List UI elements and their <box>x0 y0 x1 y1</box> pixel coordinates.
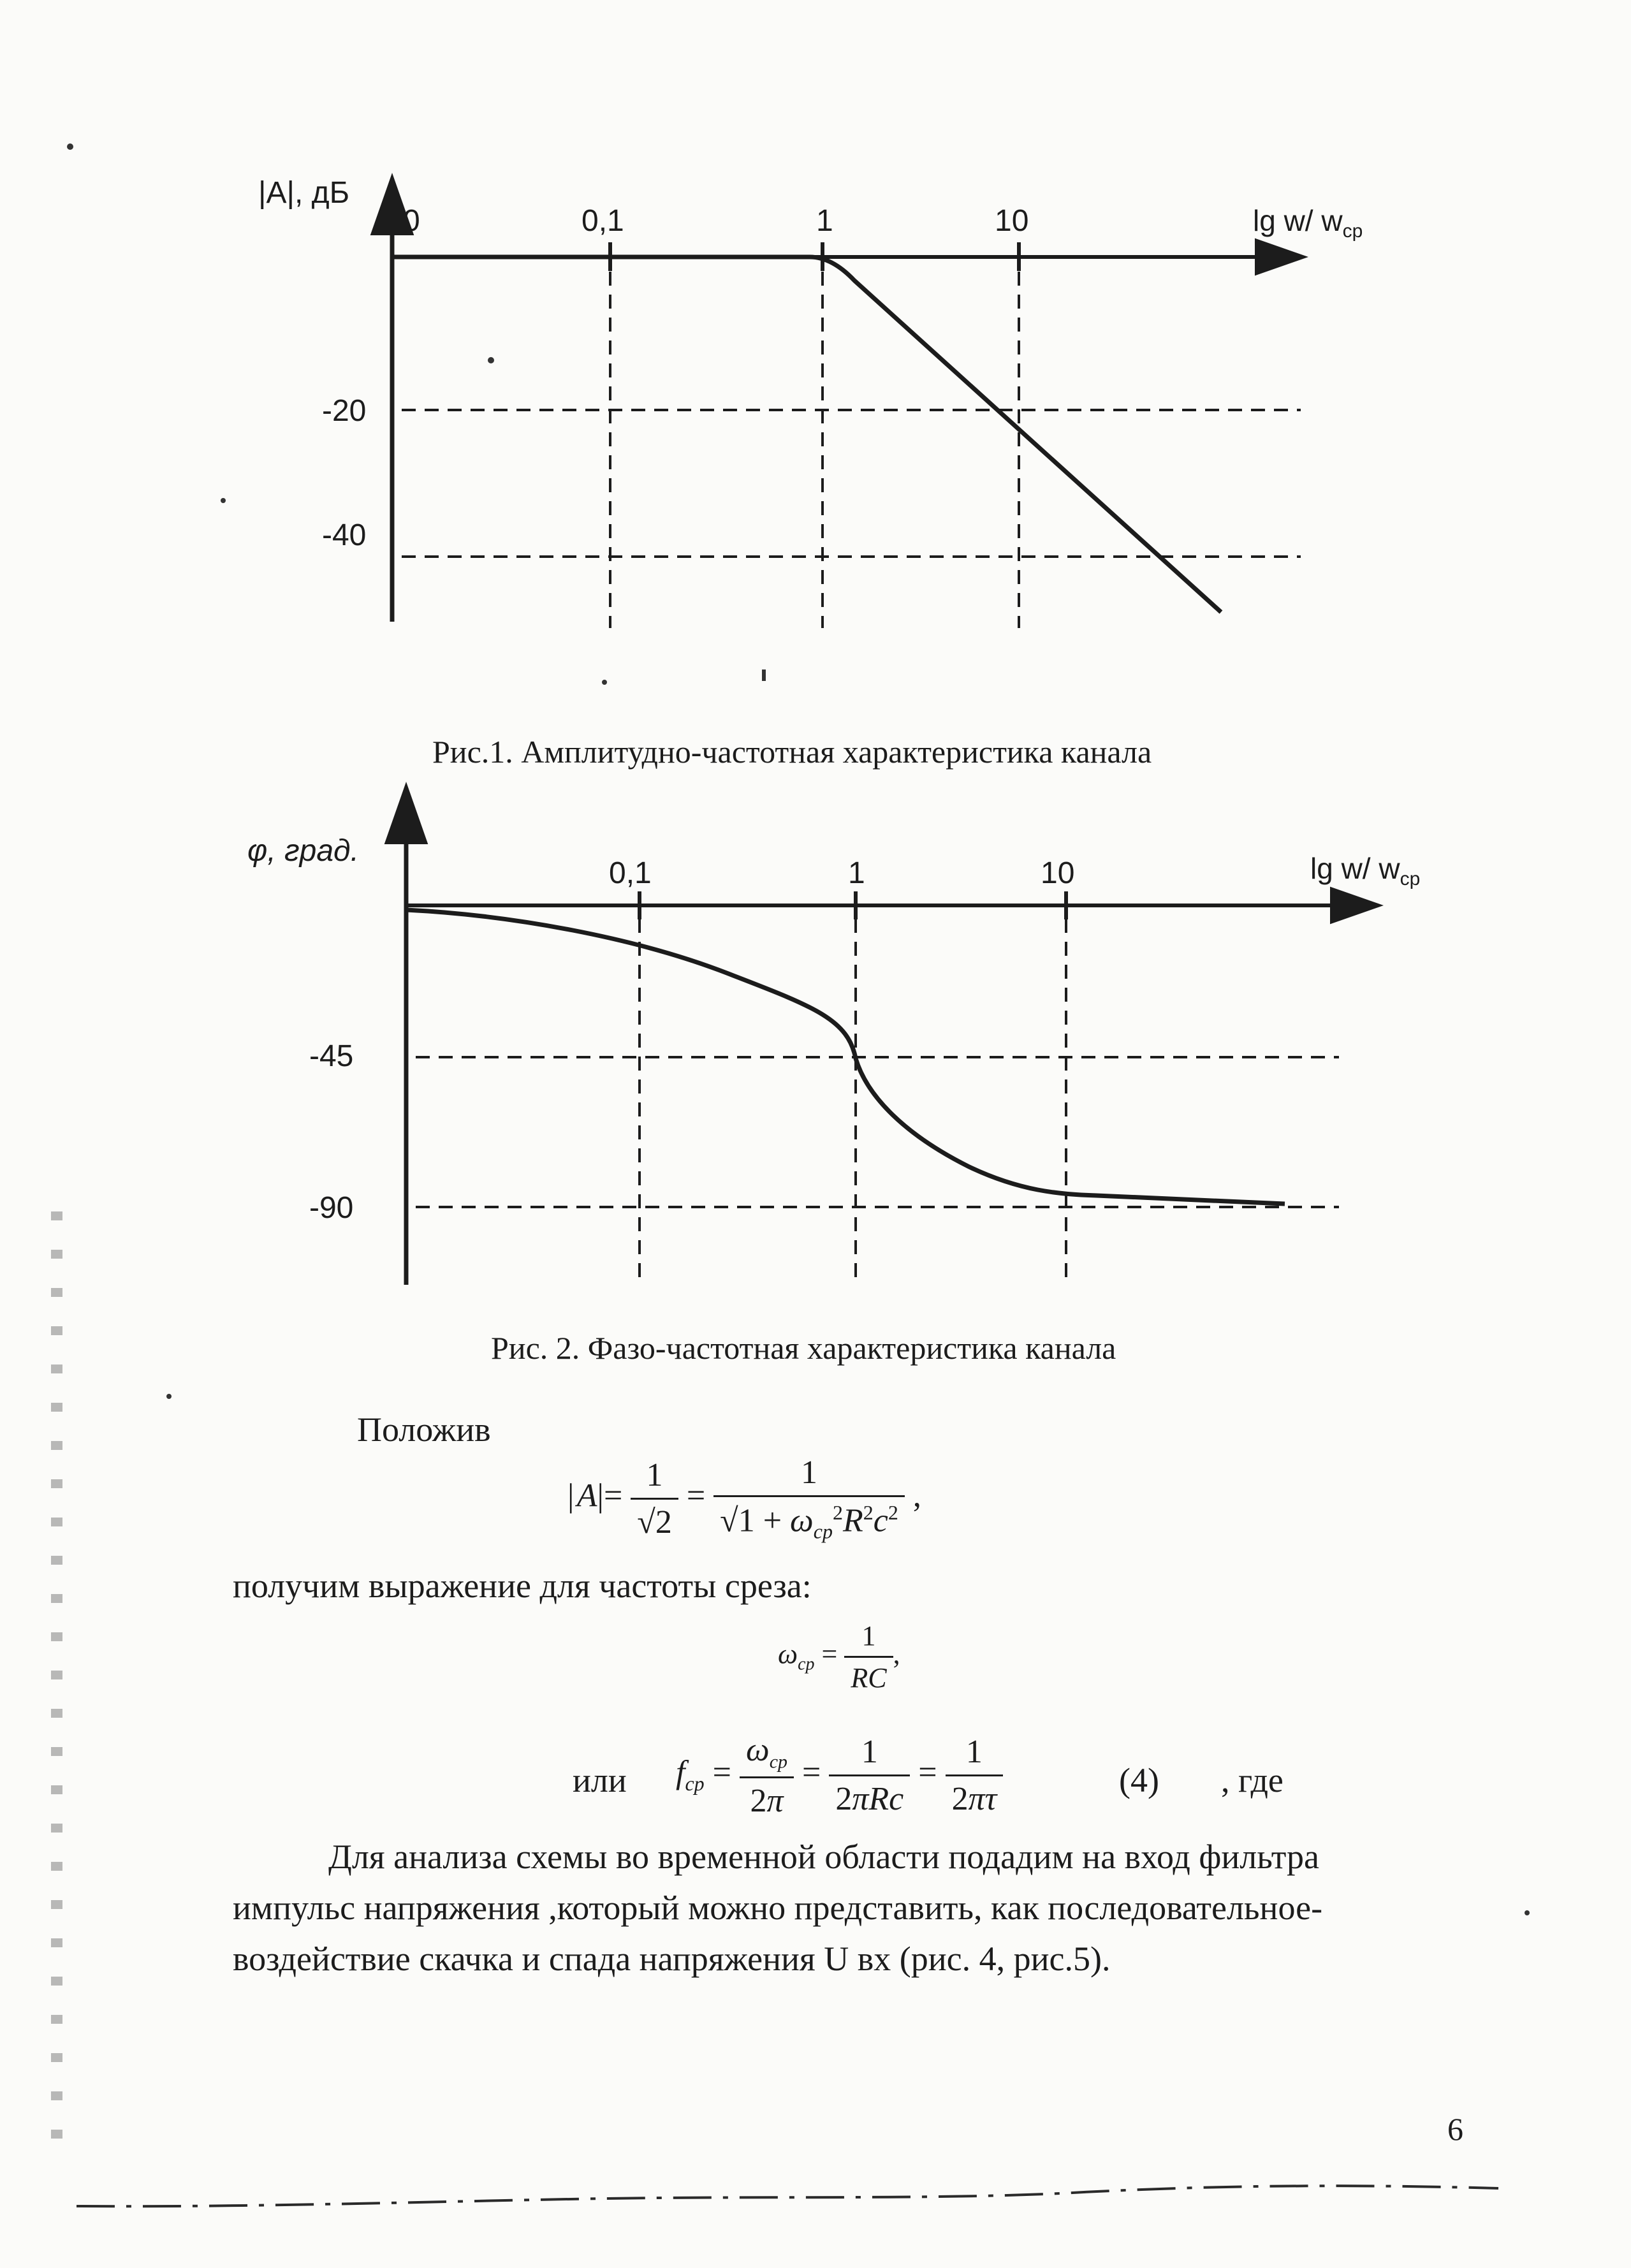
formula-amplitude: | A|= $\frac{1}{√2}$ = $\frac{1}{√1 + \omega_{ср}^2R^2c^2}$ , <box>567 1454 921 1543</box>
fig2-xtick-10: 10 <box>1041 856 1075 890</box>
formula-cutoff-frequency: $f_{ср}$ = $\frac{\omega_{ср}}{2\pi}$ = $\frac{1}{\text{2πRc}}$ = $\frac{1}{2\pi\tau}$ <box>676 1731 1003 1820</box>
fig1-xtick-10: 10 <box>995 204 1029 238</box>
figure1-caption: Рис.1. Амплитудно-частотная характеристика канала <box>432 734 1152 770</box>
text-gde: , где <box>1221 1761 1284 1799</box>
figure2-chart <box>247 813 1420 1285</box>
fig2-xlabel: lg w/ $w_{ср}$ <box>1310 852 1421 889</box>
fig2-xtick-01: 0,1 <box>609 856 652 890</box>
fig1-amplitude-curve <box>392 257 1221 612</box>
formula-cutoff-omega: $\omega_{ср}$ = $\frac{1}{RC}$ , <box>778 1620 900 1694</box>
fig1-ylabel: |A|, дБ <box>258 176 350 210</box>
fig1-xtick-01: 0,1 <box>581 204 624 238</box>
paragraph-line-3: воздействие скачка и спада напряжения U вх (рис. 4, рис.5). <box>233 1940 1111 1978</box>
paragraph-line-1: Для анализа схемы во временной области подадим на вход фильтра <box>328 1838 1320 1876</box>
figure1-chart <box>258 176 1363 628</box>
fig1-xlabel: lg w/ $w_{ср}$ <box>1253 204 1363 242</box>
fig2-ytick-m90: -90 <box>309 1191 354 1225</box>
text-polozhiv: Положив <box>357 1410 491 1449</box>
page-number: 6 <box>1447 2111 1463 2147</box>
paragraph-line-2: импульс напряжения ,который можно представить, как последовательное- <box>233 1889 1323 1927</box>
figure2-caption: Рис. 2. Фазо-частотная характеристика канала <box>491 1330 1116 1366</box>
fig1-xtick-0: 0 <box>403 204 420 238</box>
fig2-xtick-1: 1 <box>848 856 865 890</box>
fig1-ytick-m20: -20 <box>322 394 367 428</box>
bottom-scan-edge <box>77 2186 1498 2206</box>
fig1-ytick-m40: -40 <box>322 518 367 552</box>
fig1-xtick-1: 1 <box>816 204 833 238</box>
fig2-ytick-m45: -45 <box>309 1039 354 1073</box>
left-scan-edge <box>51 1211 62 2168</box>
equation-number: (4) <box>1119 1761 1159 1799</box>
fig2-ylabel: φ, град. <box>247 834 359 868</box>
text-ili: или <box>573 1761 627 1799</box>
text-poluchim: получим выражение для частоты среза: <box>233 1567 812 1605</box>
